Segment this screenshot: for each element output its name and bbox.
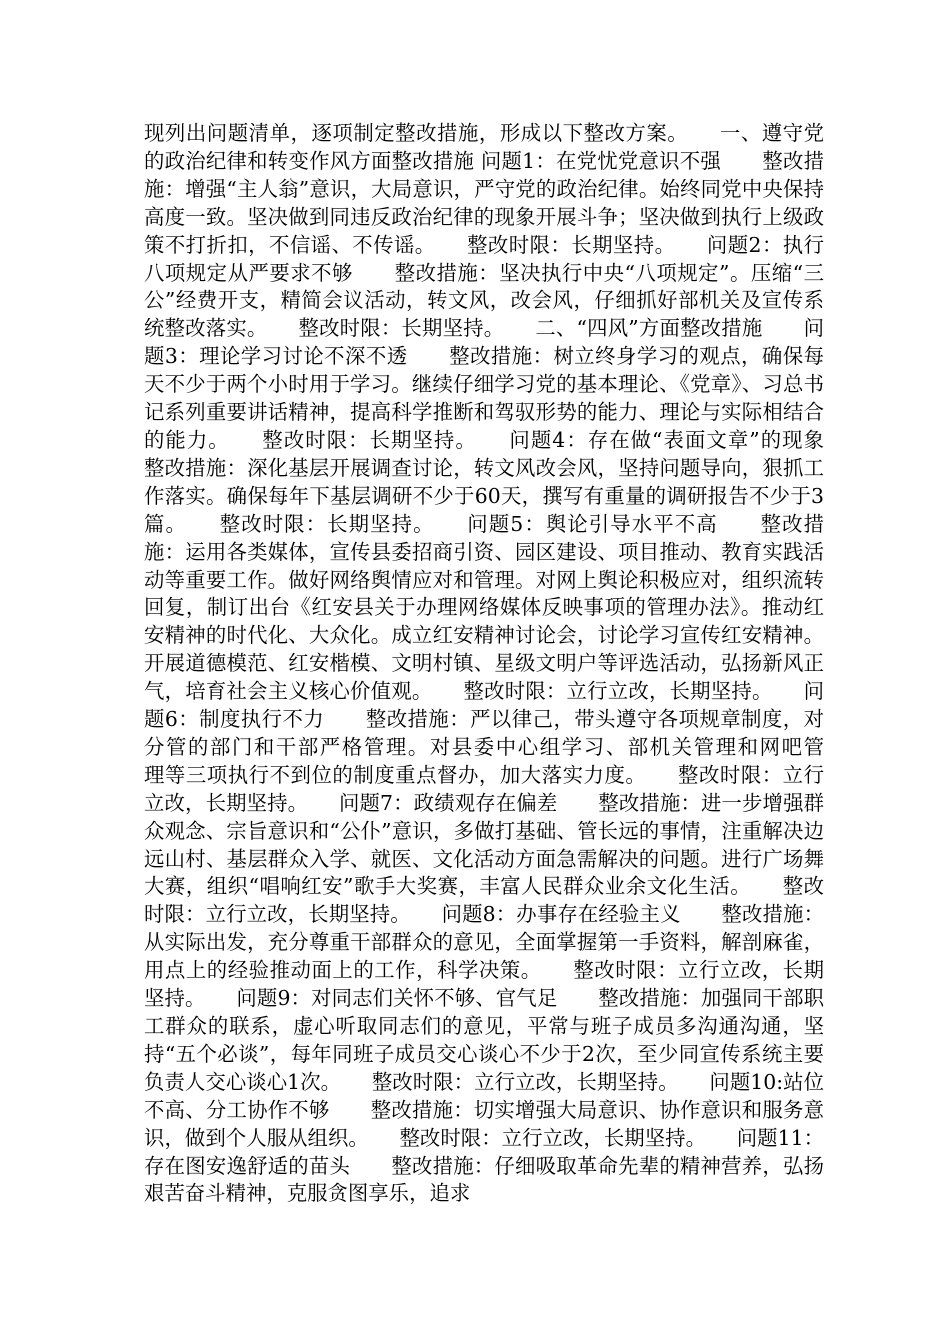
body-paragraph: 现列出问题清单，逐项制定整改措施，形成以下整改方案。 一、遵守党的政治纪律和转变作风方面整改措施 问题1：在党忧党意识不强 整改措施：增强“主人翁”意识，大局意识，严守党的政治纪律。始终同党中央保持高度一致。坚决做到同违反政治纪律的现象开展斗争；坚决做到执行上级政策不打折扣，不信谣、不传谣。 整改时限：长期坚持。 问题2：执行八项规定从严要求不够 整改措施：坚决执行中央“八项规定”。压缩“三公”经费开支，精简会议活动，转文风，改会风，仔细抓好部机关及宣传系统整改落实。 整改时限：长期坚持。 二、“四风”方面整改措施 问题3：理论学习讨论不深不透 整改措施：树立终身学习的观点，确保每天不少于两个小时用于学习。继续仔细学习党的基本理论、《党章》、习总书记系列重要讲话精神，提高科学推断和驾驭形势的能力、理论与实际相结合的能力。 整改时限：长期坚持。 问题4：存在做“表面文章”的现象 整改措施：深化基层开展调查讨论，转文风改会风，坚持问题导向，狠抓工作落实。确保每年下基层调研不少于60天，撰写有重量的调研报告不少于3篇。 整改时限：长期坚持。 问题5：舆论引导水平不高 整改措施：运用各类媒体，宣传县委招商引资、园区建设、项目推动、教育实践活动等重要工作。做好网络舆情应对和管理。对网上舆论积极应对，组织流转回复，制订出台《红安县关于办理网络媒体反映事项的管理办法》。推动红安精神的时代化、大众化。成立红安精神讨论会，讨论学习宣传红安精神。开展道德模范、红安楷模、文明村镇、星级文明户等评选活动，弘扬新风正气，培育社会主义核心价值观。 整改时限：立行立改，长期坚持。 问题6：制度执行不力 整改措施：严以律己，带头遵守各项规章制度，对分管的部门和干部严格管理。对县委中心组学习、部机关管理和网吧管 理等三项执行不到位的制度重点督办，加大落实力度。 整改时限：立行立改，长期坚持。 问题7：政绩观存在偏差 整改措施：进一步增强群众观念、宗旨意识和“公仆”意识，多做打基础、管长远的事情，注重解决边远山村、基层群众入学、就医、文化活动方面急需解决的问题。进行广场舞大赛，组织“唱响红安”歌手大奖赛，丰富人民群众业余文化生活。 整改时限：立行立改，长期坚持。 问题8：办事存在经验主义 整改措施：从实际出发，充分尊重干部群众的意见，全面掌握第一手资料，解剖麻雀，用点上的经验推动面上的工作，科学决策。 整改时限：立行立改，长期坚持。 问题9：对同志们关怀不够、官气足 整改措施：加强同干部职工群众的联系，虚心听取同志们的意见，平常与班子成员多沟通沟通，坚持“五个必谈”，每年同班子成员交心谈心不少于2次，至少同宣传系统主要负责人交心谈心1次。 整改时限：立行立改，长期坚持。 问题10:站位不高、分工协作不够 整改措施：切实增强大局意识、协作意识和服务意识，做到个人服从组织。 整改时限：立行立改，长期坚持。 问题11：存在图安逸舒适的苗头 整改措施：仔细吸取革命先辈的精神营养，弘扬艰苦奋斗精神，克服贪图享乐，追求 — [144, 121, 865, 1206]
